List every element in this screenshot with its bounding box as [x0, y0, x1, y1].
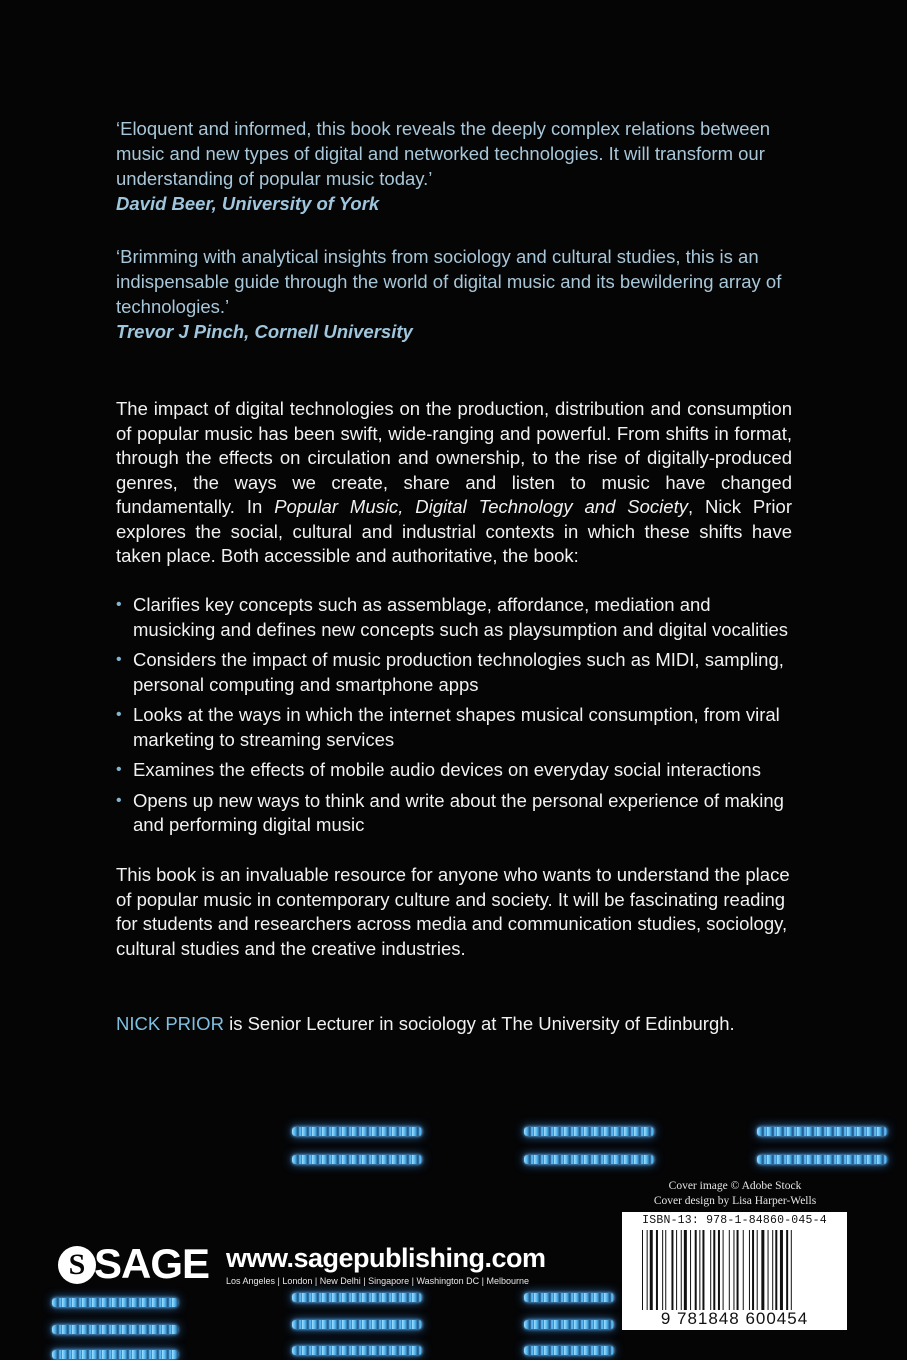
barcode-bar — [695, 1230, 697, 1310]
barcode-bar — [752, 1230, 754, 1310]
list-item-text: Looks at the ways in which the internet shapes musical consumption, from viral marketing to streaming services — [133, 704, 780, 750]
barcode-bar — [642, 1230, 643, 1310]
closing-text: This book is an invaluable resource for anyone who wants to understand the place of popular music in contemporary culture and society. It will be fascinating reading for students and researchers across media and communication studies, sociology, cultural studies and the creative industries. — [116, 864, 790, 959]
equalizer-bar — [52, 1325, 178, 1334]
list-item — [116, 593, 796, 642]
barcode-bar — [791, 1230, 792, 1310]
barcode-bar — [743, 1230, 744, 1310]
list-item-text: Clarifies key concepts such as assemblage, affordance, mediation and musicking and defines new concepts such as playsumption and digital vocalities — [133, 594, 789, 640]
isbn-barcode — [622, 1212, 847, 1330]
equalizer-bar — [524, 1320, 614, 1329]
barcode-bar — [786, 1230, 788, 1310]
bullet-icon: • — [116, 761, 122, 778]
list-item — [116, 789, 796, 838]
barcode-bar — [662, 1230, 663, 1310]
sage-circle-icon: S — [58, 1246, 96, 1284]
equalizer-bar — [292, 1155, 422, 1164]
equalizer-bar — [524, 1155, 654, 1164]
barcode-bar — [684, 1230, 687, 1310]
publisher-cities: Los Angeles | London | New Delhi | Singapore | Washington DC | Melbourne — [226, 1276, 530, 1286]
equalizer-bar — [52, 1350, 178, 1359]
barcode-icon — [642, 1230, 842, 1310]
equalizer-bar — [524, 1127, 654, 1136]
barcode-bar — [665, 1230, 666, 1310]
barcode-bar — [761, 1230, 764, 1310]
barcode-bar — [733, 1230, 734, 1310]
book-title: Popular Music, Digital Technology and Society — [274, 496, 688, 517]
barcode-bar — [681, 1230, 682, 1310]
equalizer-bar — [292, 1320, 422, 1329]
bullet-icon: • — [116, 596, 122, 613]
bullet-icon: • — [116, 791, 122, 809]
barcode-bar — [768, 1230, 769, 1310]
barcode-bar — [737, 1230, 739, 1310]
author-bio-text: is Senior Lecturer in sociology at The University of Edinburgh. — [223, 1013, 735, 1034]
sage-wordmark: SAGE — [94, 1240, 210, 1287]
barcode-bar — [702, 1230, 704, 1310]
list-item-text: Considers the impact of music production technologies such as MIDI, sampling, personal computing and smartphone apps — [133, 649, 784, 695]
barcode-bar — [647, 1230, 648, 1310]
barcode-bar — [710, 1230, 711, 1310]
feature-list — [116, 593, 796, 844]
equalizer-bar — [52, 1298, 178, 1307]
cover-credits — [620, 1179, 850, 1209]
author-name: NICK PRIOR — [116, 1013, 224, 1034]
list-item — [116, 758, 796, 783]
barcode-bar — [671, 1230, 673, 1310]
list-item-text: Opens up new ways to think and write about the personal experience of making and performing digital music — [133, 789, 784, 835]
barcode-bar — [690, 1230, 691, 1310]
quote-text: ‘Eloquent and informed, this book reveals the deeply complex relations between music and new types of digital and networked technologies. It will transform our understanding of popular music today.’ — [116, 118, 771, 189]
barcode-bar — [729, 1230, 730, 1310]
cover-design-credit: Cover design by Lisa Harper-Wells — [653, 1195, 817, 1207]
quote-attribution: Trevor J Pinch, Cornell University — [116, 321, 413, 342]
endorsement-quote-1 — [116, 116, 796, 216]
equalizer-bar — [757, 1155, 887, 1164]
barcode-bar — [650, 1230, 653, 1310]
list-item — [116, 648, 796, 697]
barcode-bar — [676, 1230, 677, 1310]
sage-logo — [58, 1242, 218, 1290]
barcode-bar — [723, 1230, 724, 1310]
equalizer-bar — [292, 1293, 422, 1302]
barcode-bar — [749, 1230, 750, 1310]
isbn-digits: 9 781848 600454 — [660, 1309, 809, 1328]
barcode-bar — [757, 1230, 758, 1310]
list-item — [116, 703, 796, 752]
intro-paragraph — [116, 397, 792, 569]
barcode-bar — [713, 1230, 715, 1310]
barcode-bar — [780, 1230, 783, 1310]
bullet-icon: • — [116, 706, 122, 723]
intro-text-b: , Nick Prior explores the social, cultural and industrial contexts in which these shifts have taken place. Both accessible and authoritative, the book: — [116, 496, 792, 566]
author-bio — [116, 1012, 792, 1037]
list-item-text: Examines the effects of mobile audio devices on everyday social interactions — [133, 759, 761, 780]
bullet-icon: • — [116, 651, 122, 668]
equalizer-bar — [292, 1346, 422, 1355]
barcode-bar — [656, 1230, 658, 1310]
barcode-bar — [699, 1230, 700, 1310]
equalizer-bar — [524, 1293, 614, 1302]
isbn-label: ISBN-13: 978-1-84860-045-4 — [642, 1214, 827, 1227]
endorsement-quote-2 — [116, 244, 796, 344]
quote-attribution: David Beer, University of York — [116, 193, 380, 214]
quote-text: ‘Brimming with analytical insights from sociology and cultural studies, this is an indispensable guide through the world of digital music and its bewildering array of technologies.’ — [116, 246, 782, 317]
cover-image-credit: Cover image © Adobe Stock — [668, 1180, 802, 1192]
publisher-url[interactable]: www.sagepublishing.com — [226, 1243, 546, 1273]
closing-paragraph — [116, 863, 792, 961]
equalizer-bar — [292, 1127, 422, 1136]
equalizer-bar — [757, 1127, 887, 1136]
barcode-bar — [775, 1230, 777, 1310]
barcode-bar — [718, 1230, 720, 1310]
equalizer-bar — [524, 1346, 614, 1355]
barcode-bar — [772, 1230, 773, 1310]
intro-text-a: The impact of digital technologies on the production, distribution and consumption of popular music has been swift, wide-ranging and powerful. From shifts in format, through the effects on circulation and ownership, to the rise of digitally-produced genres, the ways we create, share and listen to music have changed fundamentally. In — [116, 398, 792, 517]
